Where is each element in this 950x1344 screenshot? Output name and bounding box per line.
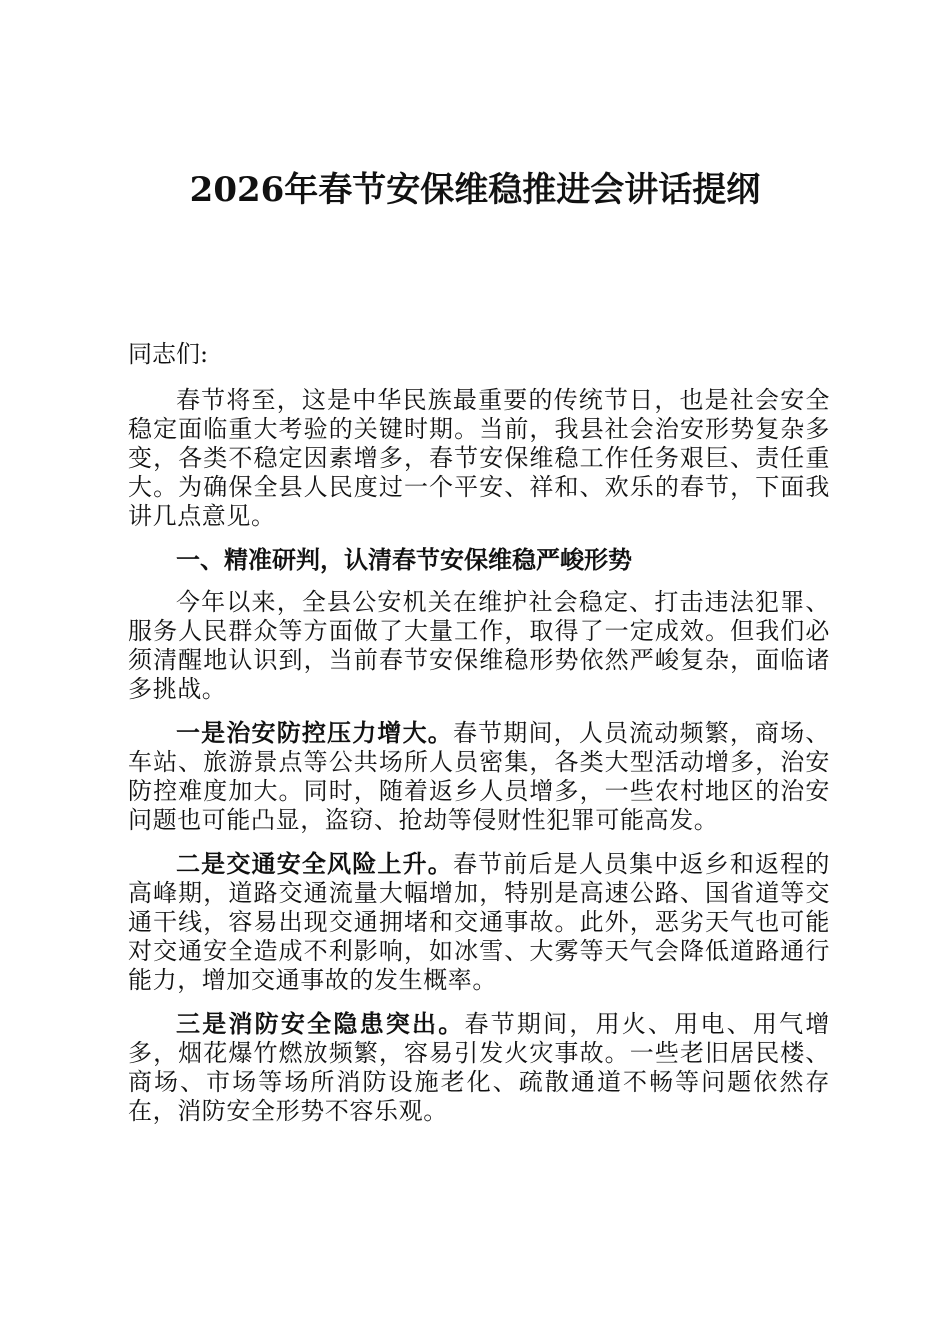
point-paragraph-3 — [128, 1009, 830, 1126]
point-paragraph-2 — [128, 849, 830, 995]
section-intro-paragraph: 今年以来，全县公安机关在维护社会稳定、打击违法犯罪、服务人民群众等方面做了大量工作，取得了一定成效。但我们必须清醒地认识到，当前春节安保维稳形势依然严峻复杂，面临诸多挑战。 — [128, 588, 830, 703]
point-paragraph-1 — [128, 718, 830, 835]
point-lead: 二是交通安全风险上升。 — [176, 849, 453, 878]
point-lead: 三是消防安全隐患突出。 — [176, 1009, 465, 1038]
intro-paragraph: 春节将至，这是中华民族最重要的传统节日，也是社会安全稳定面临重大考验的关键时期。当前，我县社会治安形势复杂多变，各类不稳定因素增多，春节安保维稳工作任务艰巨、责任重大。为确保全县人民度过一个平安、祥和、欢乐的春节，下面我讲几点意见。 — [128, 386, 830, 530]
point-lead: 一是治安防控压力增大。 — [176, 718, 453, 747]
section-heading: 一、精准研判，认清春节安保维稳严峻形势 — [176, 545, 632, 574]
point-text: 春节前后是人员集中返乡和返程的高峰期，道路交通流量大幅增加，特别是高速公路、国省道等交通干线，容易出现交通拥堵和交通事故。此外，恶劣天气也可能对交通安全造成不利影响，如冰雪、大雾等天气会降低道路通行能力，增加交通事故的发生概率。 — [128, 850, 830, 994]
document-title: 2026年春节安保维稳推进会讲话提纲 — [189, 170, 761, 210]
point-text: 春节期间，用火、用电、用气增多，烟花爆竹燃放频繁，容易引发火灾事故。一些老旧居民楼、商场、市场等场所消防设施老化、疏散通道不畅等问题依然存在，消防安全形势不容乐观。 — [128, 1010, 830, 1125]
salutation: 同志们: — [128, 340, 209, 368]
point-text: 春节期间，人员流动频繁，商场、车站、旅游景点等公共场所人员密集，各类大型活动增多，治安防控难度加大。同时，随着返乡人员增多，一些农村地区的治安问题也可能凸显，盗窃、抢劫等侵财性犯罪可能高发。 — [128, 719, 830, 834]
document-body — [128, 336, 830, 1140]
